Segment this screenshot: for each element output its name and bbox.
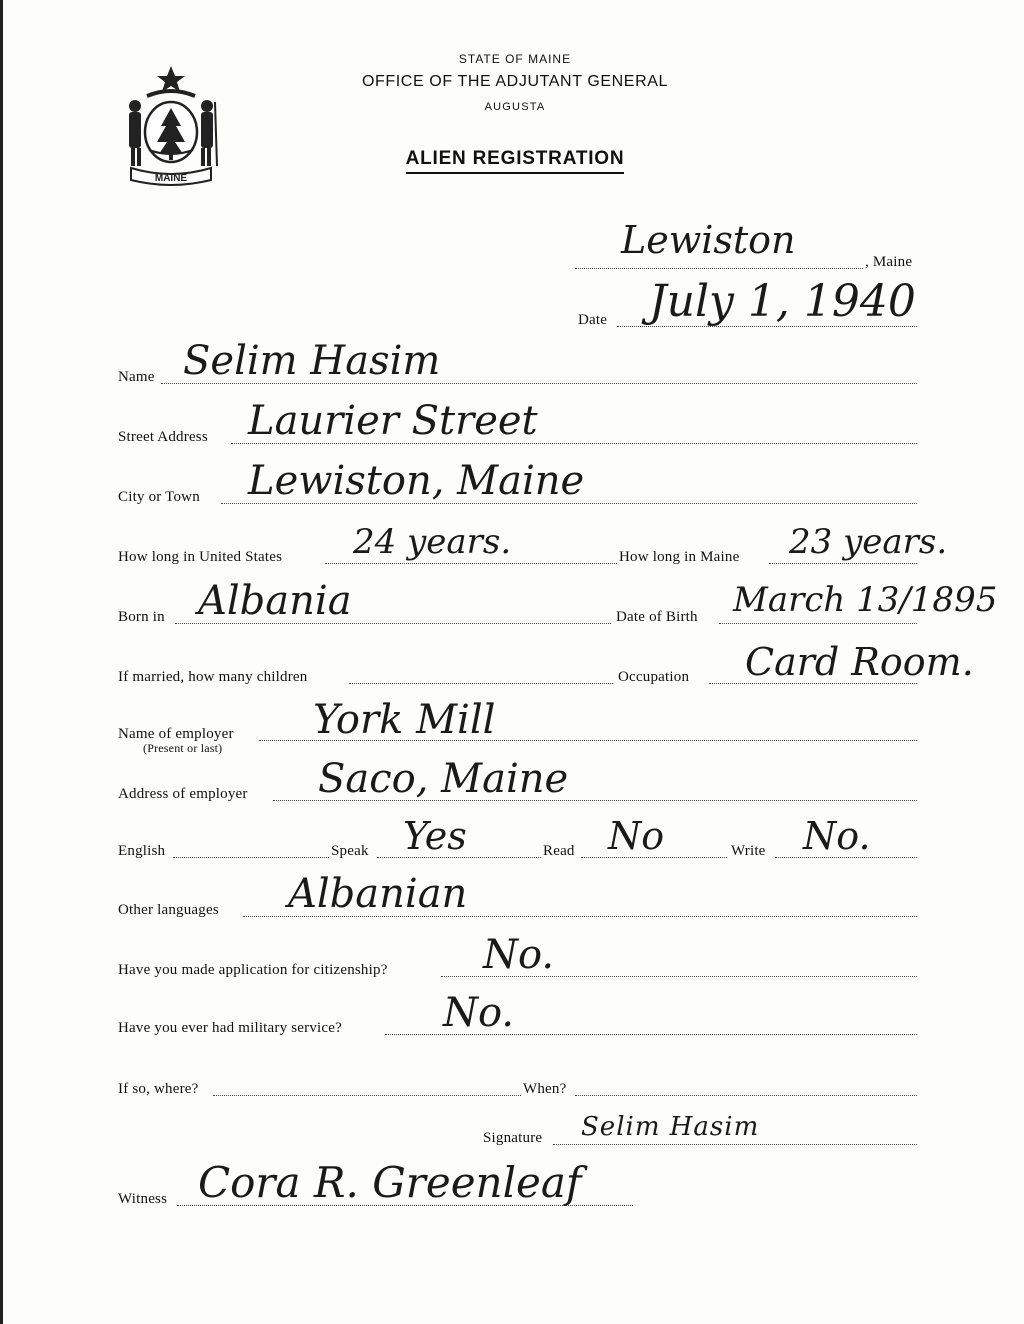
name-value: Selim Hasim — [183, 338, 441, 384]
citizenship-value: No. — [483, 932, 555, 978]
dob-label: Date of Birth — [616, 609, 698, 625]
place-value: Lewiston — [621, 218, 796, 262]
dob-value: March 13/1895 — [733, 580, 998, 620]
name-label: Name — [118, 369, 155, 385]
when-label: When? — [523, 1081, 567, 1097]
other-languages-label: Other languages — [118, 902, 219, 918]
us-duration-value: 24 years. — [353, 522, 512, 562]
maine-duration-label: How long in Maine — [619, 549, 740, 565]
city-value: Lewiston, Maine — [248, 458, 585, 504]
employer-address-label: Address of employer — [118, 786, 248, 802]
employer-label: Name of employer — [118, 726, 234, 742]
street-value: Laurier Street — [248, 398, 538, 444]
us-duration-label: How long in United States — [118, 549, 283, 565]
page-title: ALIEN REGISTRATION — [3, 148, 1024, 170]
where-line — [213, 1095, 521, 1096]
signature-label: Signature — [483, 1130, 543, 1146]
read-label: Read — [543, 843, 575, 859]
speak-value: Yes — [403, 814, 467, 858]
children-label: If married, how many children — [118, 669, 308, 685]
place-label: , Maine — [865, 254, 913, 270]
city-label: City or Town — [118, 489, 200, 505]
witness-value: Cora R. Greenleaf — [198, 1158, 582, 1207]
signature-value: Selim Hasim — [581, 1112, 760, 1142]
occupation-label: Occupation — [618, 669, 690, 685]
state-heading: STATE OF MAINE — [458, 52, 572, 66]
date-label: Date — [578, 312, 608, 328]
maine-duration-value: 23 years. — [789, 522, 948, 562]
children-line — [349, 683, 613, 684]
occupation-value: Card Room. — [745, 640, 974, 684]
born-label: Born in — [118, 609, 165, 625]
military-value: No. — [443, 990, 515, 1036]
read-value: No — [608, 814, 665, 858]
write-label: Write — [731, 843, 766, 859]
employer-address-value: Saco, Maine — [318, 756, 569, 802]
write-value: No. — [803, 814, 871, 858]
english-label: English — [118, 843, 166, 859]
dob-line — [719, 623, 917, 624]
born-value: Albania — [198, 578, 352, 624]
date-value: July 1, 1940 — [649, 276, 916, 327]
seal-banner-text: MAINE — [154, 173, 188, 184]
citizenship-label: Have you made application for citizenship? — [118, 962, 388, 978]
employer-sublabel: (Present or last) — [143, 741, 223, 755]
english-line — [173, 857, 329, 858]
witness-label: Witness — [118, 1191, 168, 1207]
where-label: If so, where? — [118, 1081, 199, 1097]
employer-value: York Mill — [313, 697, 496, 743]
us-duration-line — [325, 563, 617, 564]
signature-line — [553, 1144, 917, 1145]
when-line — [575, 1095, 917, 1096]
city-heading: AUGUSTA — [484, 101, 546, 113]
other-languages-value: Albanian — [288, 871, 468, 917]
maine-duration-line — [769, 563, 917, 564]
place-line — [575, 268, 863, 269]
military-label: Have you ever had military service? — [118, 1020, 342, 1036]
office-heading: OFFICE OF THE ADJUTANT GENERAL — [361, 73, 669, 90]
speak-label: Speak — [331, 843, 369, 859]
street-label: Street Address — [118, 429, 208, 445]
